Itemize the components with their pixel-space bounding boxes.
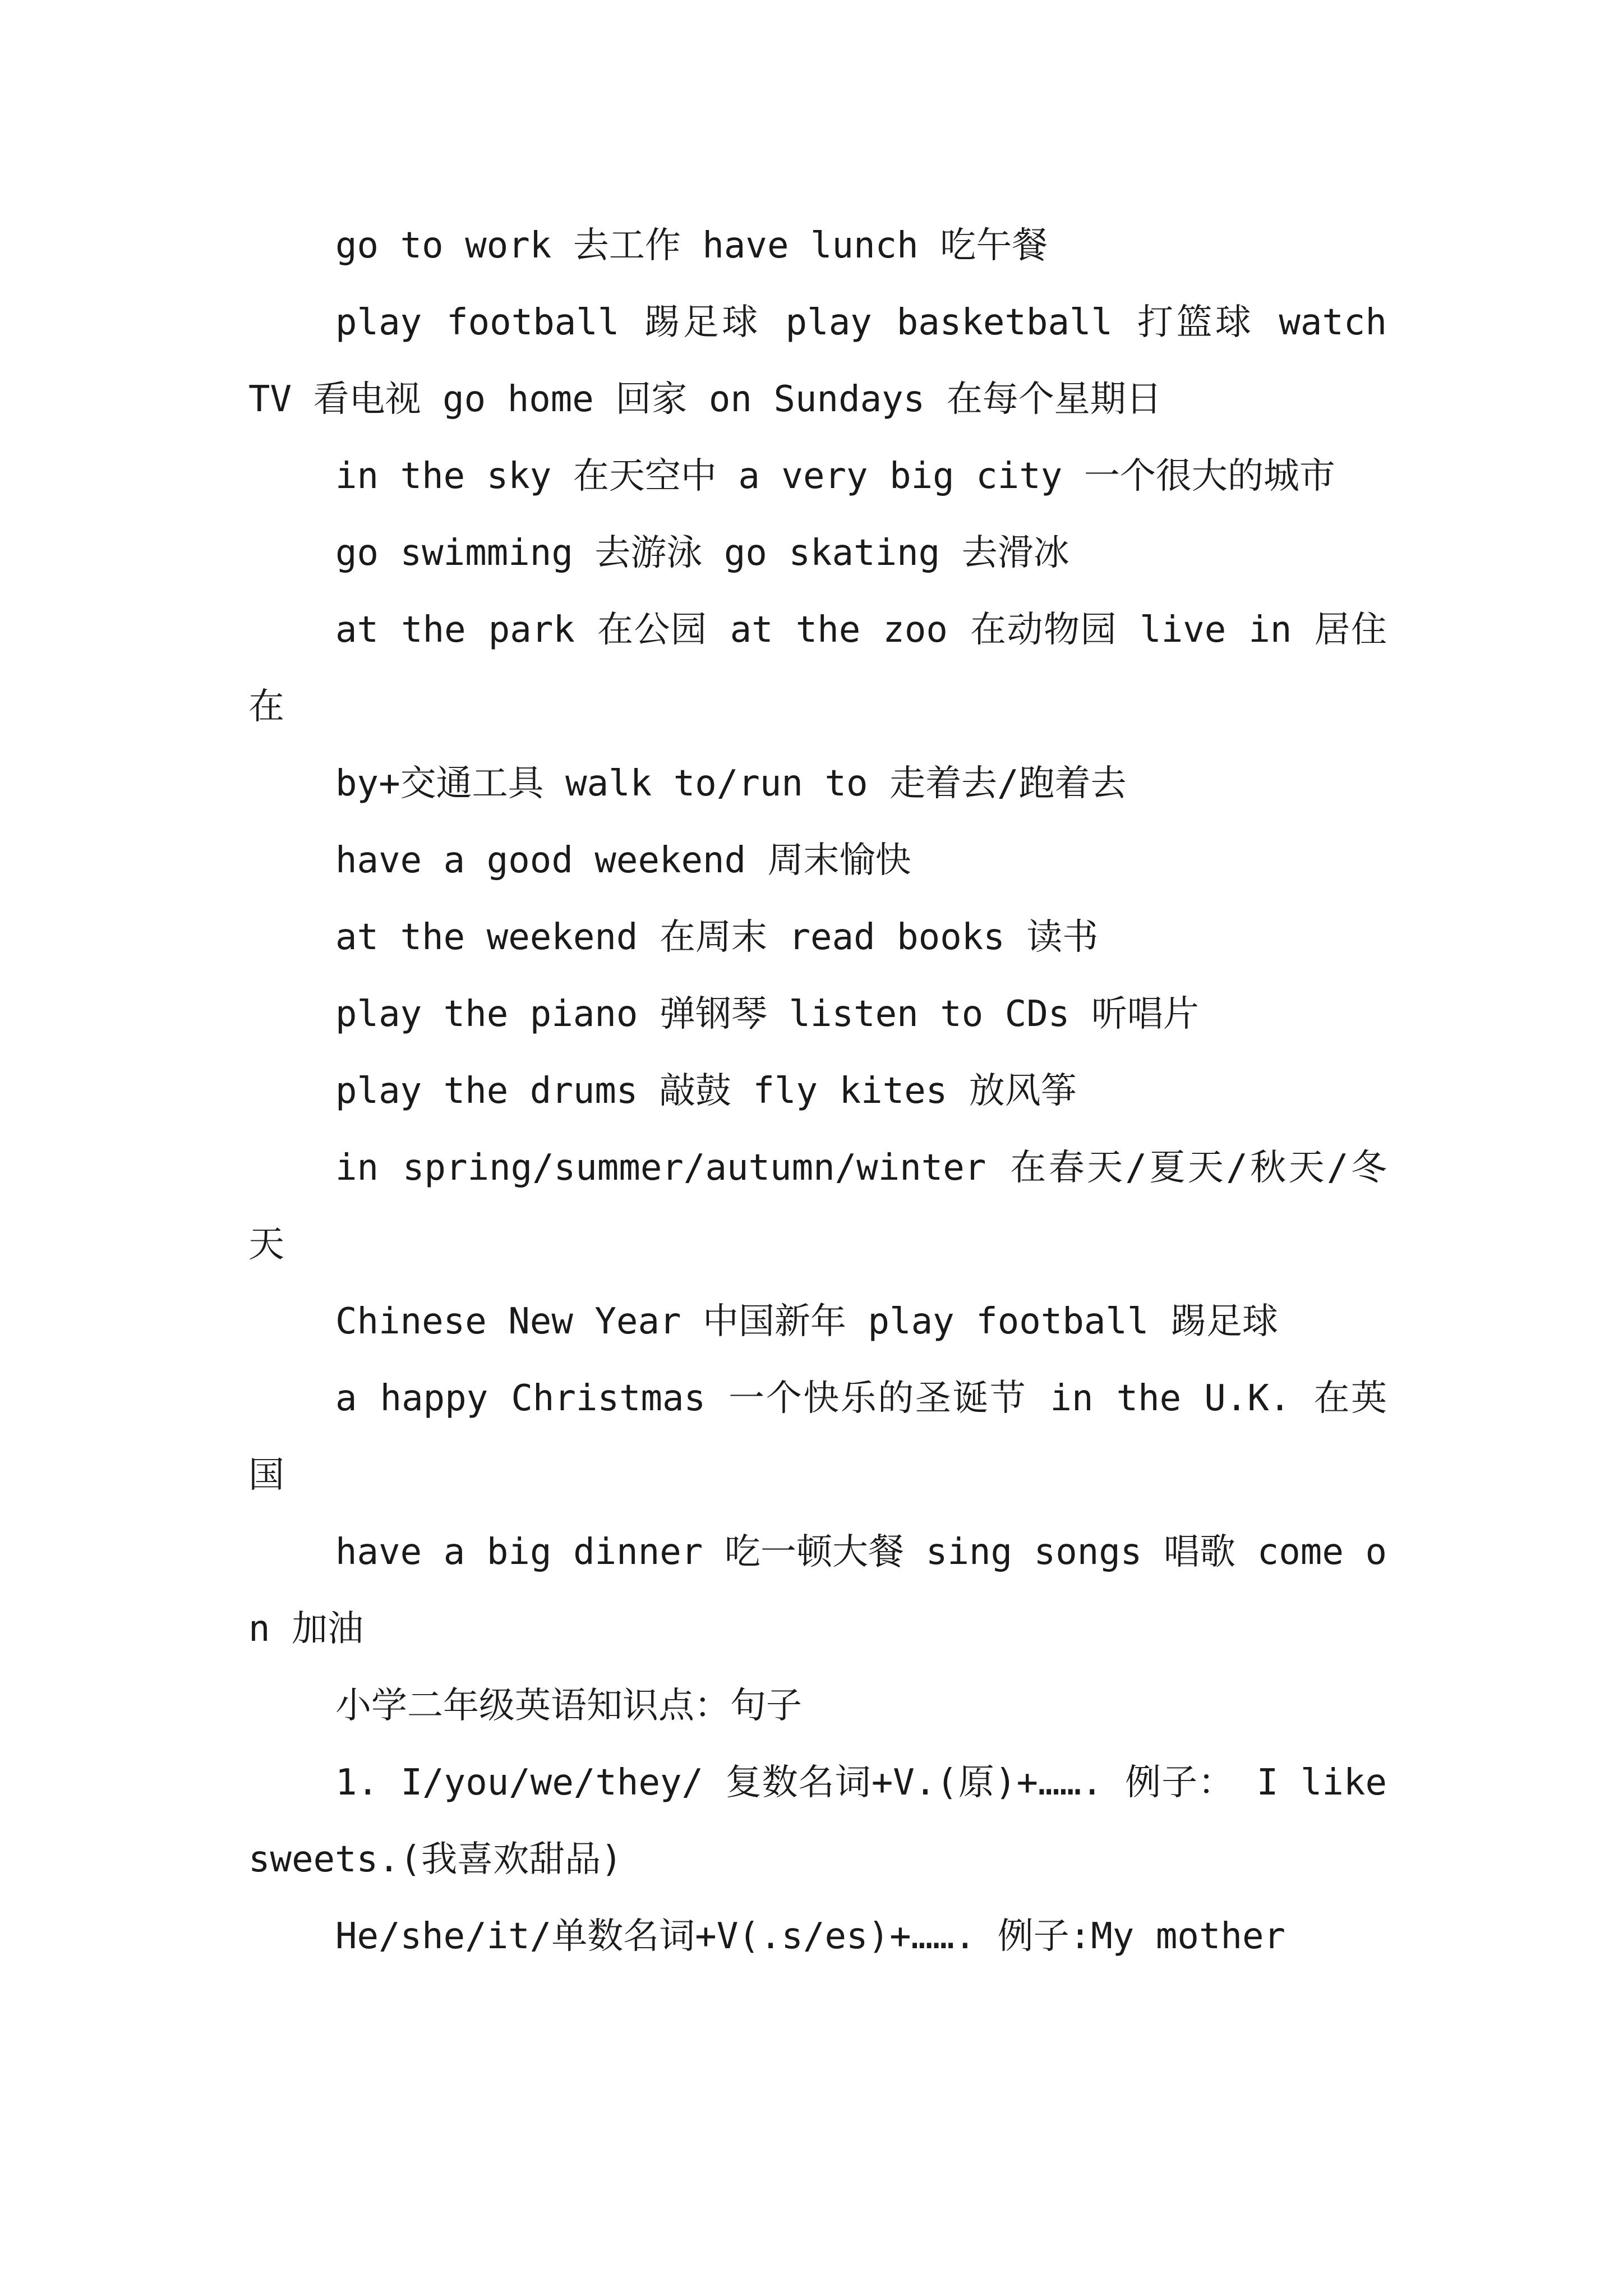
paragraph: have a good weekend 周末愉快 [335, 840, 911, 881]
paragraph: in the sky 在天空中 a very big city 一个很大的城市 [335, 455, 1335, 497]
paragraph: at the park 在公园 at the zoo 在动物园 live in 居住在 [248, 609, 1387, 728]
section-heading: 小学二年级英语知识点：句子 [335, 1685, 802, 1727]
paragraph: He/she/it/单数名词+V(.s/es)+……. 例子:My mother [335, 1916, 1286, 1957]
paragraph: by+交通工具 walk to/run to 走着去/跑着去 [335, 763, 1127, 804]
paragraph: play the drums 敲鼓 fly kites 放风筝 [335, 1070, 1077, 1112]
vocabulary-text-block [248, 208, 1387, 1975]
paragraph: play football 踢足球 play basketball 打篮球 watch TV 看电视 go home 回家 on Sundays 在每个星期日 [248, 302, 1387, 420]
paragraph: play the piano 弹钢琴 listen to CDs 听唱片 [335, 993, 1199, 1035]
paragraph: Chinese New Year 中国新年 play football 踢足球 [335, 1301, 1278, 1342]
paragraph: 1. I/you/we/they/ 复数名词+V.(原)+……. 例子： I like sweets.(我喜欢甜品) [248, 1762, 1387, 1880]
paragraph: have a big dinner 吃一顿大餐 sing songs 唱歌 come on 加油 [248, 1531, 1387, 1650]
paragraph: in spring/summer/autumn/winter 在春天/夏天/秋天/冬天 [248, 1147, 1387, 1266]
paragraph: go to work 去工作 have lunch 吃午餐 [335, 225, 1048, 266]
paragraph: go swimming 去游泳 go skating 去滑冰 [335, 532, 1069, 574]
paragraph: at the weekend 在周末 read books 读书 [335, 917, 1099, 958]
paragraph: a happy Christmas 一个快乐的圣诞节 in the U.K. 在英国 [248, 1378, 1387, 1496]
